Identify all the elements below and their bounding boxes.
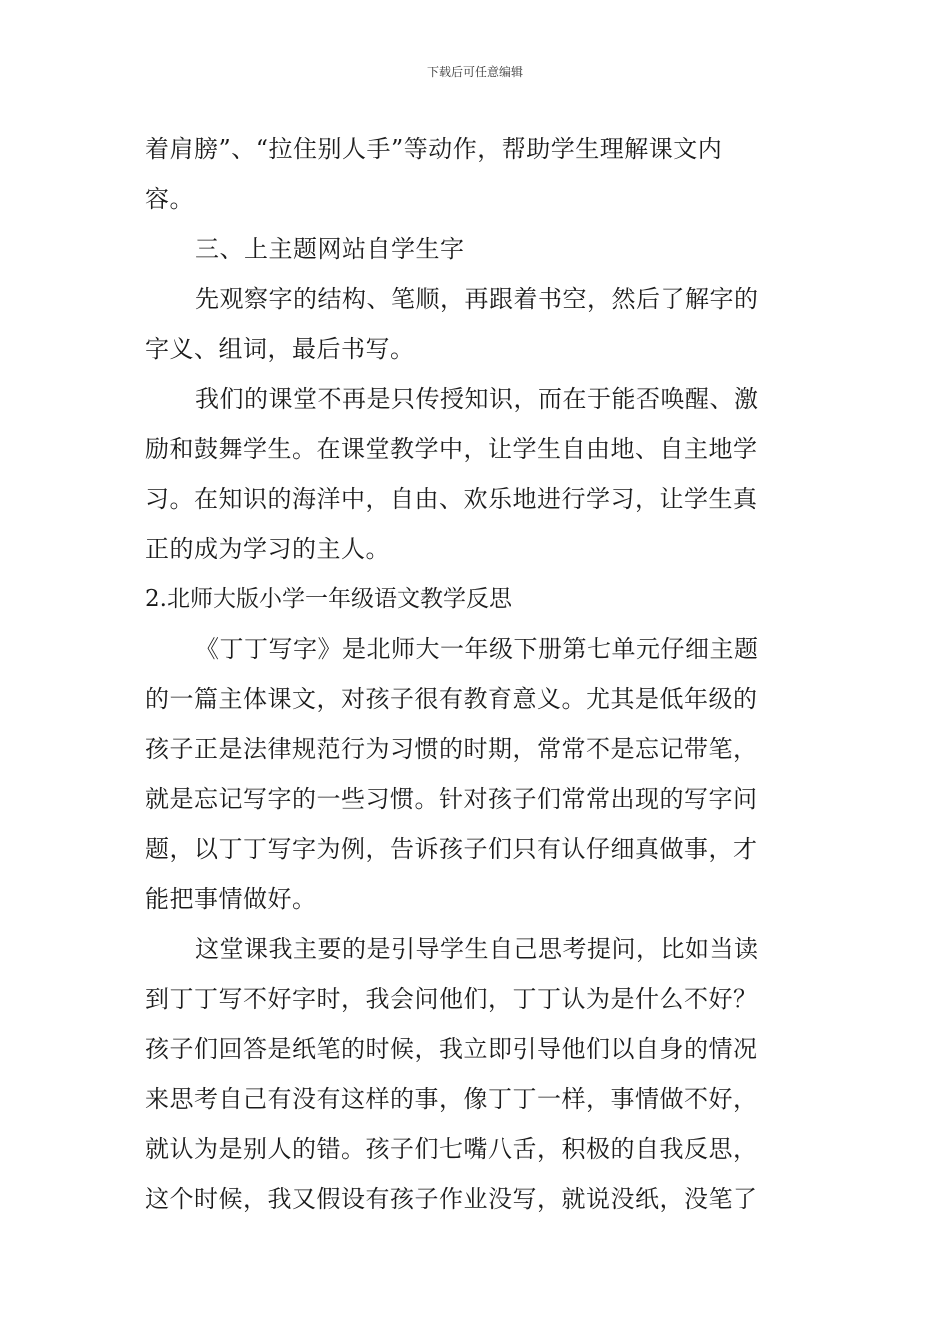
text-line: 能把事情做好。 <box>145 885 317 913</box>
text-line: 容。 <box>145 185 194 213</box>
text-line: 习。在知识的海洋中，自由、欢乐地进行学习，让学生真 <box>145 485 758 513</box>
text-line: 着肩膀”、“拉住别人手”等动作，帮助学生理解课文内 <box>145 135 723 163</box>
text-line: 励和鼓舞学生。在课堂教学中，让学生自由地、自主地学 <box>145 435 758 463</box>
text-line: 先观察字的结构、笔顺，再跟着书空，然后了解字的 <box>195 285 759 313</box>
document-body <box>145 124 810 1224</box>
text-line: 来思考自己有没有这样的事，像丁丁一样，事情做不好， <box>145 1085 758 1113</box>
text-line: 我们的课堂不再是只传授知识，而在于能否唤醒、激 <box>195 385 759 413</box>
text-line: 这个时候，我又假设有孩子作业没写，就说没纸，没笔了 <box>145 1185 758 1213</box>
text-line: 就认为是别人的错。孩子们七嘴八舌，积极的自我反思， <box>145 1135 758 1163</box>
text-line: 字义、组词，最后书写。 <box>145 335 415 363</box>
text-line: 正的成为学习的主人。 <box>145 535 390 563</box>
text-line: 题，以丁丁写字为例，告诉孩子们只有认仔细真做事，才 <box>145 835 758 863</box>
section-heading: 三、上主题网站自学生字 <box>195 235 465 263</box>
page-header: 下载后可任意编辑 <box>426 65 523 79</box>
text-line: 孩子正是法律规范行为习惯的时期，常常不是忘记带笔， <box>145 735 758 763</box>
text-line: 的一篇主体课文，对孩子很有教育意义。尤其是低年级的 <box>145 685 758 713</box>
document-title: 2.北师大版小学一年级语文教学反思 <box>145 586 512 612</box>
text-line: 孩子们回答是纸笔的时候，我立即引导他们以自身的情况 <box>145 1035 758 1063</box>
text-line: 《丁丁写字》是北师大一年级下册第七单元仔细主题 <box>195 635 759 663</box>
text-line: 这堂课我主要的是引导学生自己思考提问，比如当读 <box>195 935 759 963</box>
text-line: 到丁丁写不好字时，我会问他们，丁丁认为是什么不好？ <box>145 985 758 1013</box>
text-line: 就是忘记写字的一些习惯。针对孩子们常常出现的写字问 <box>145 785 758 813</box>
